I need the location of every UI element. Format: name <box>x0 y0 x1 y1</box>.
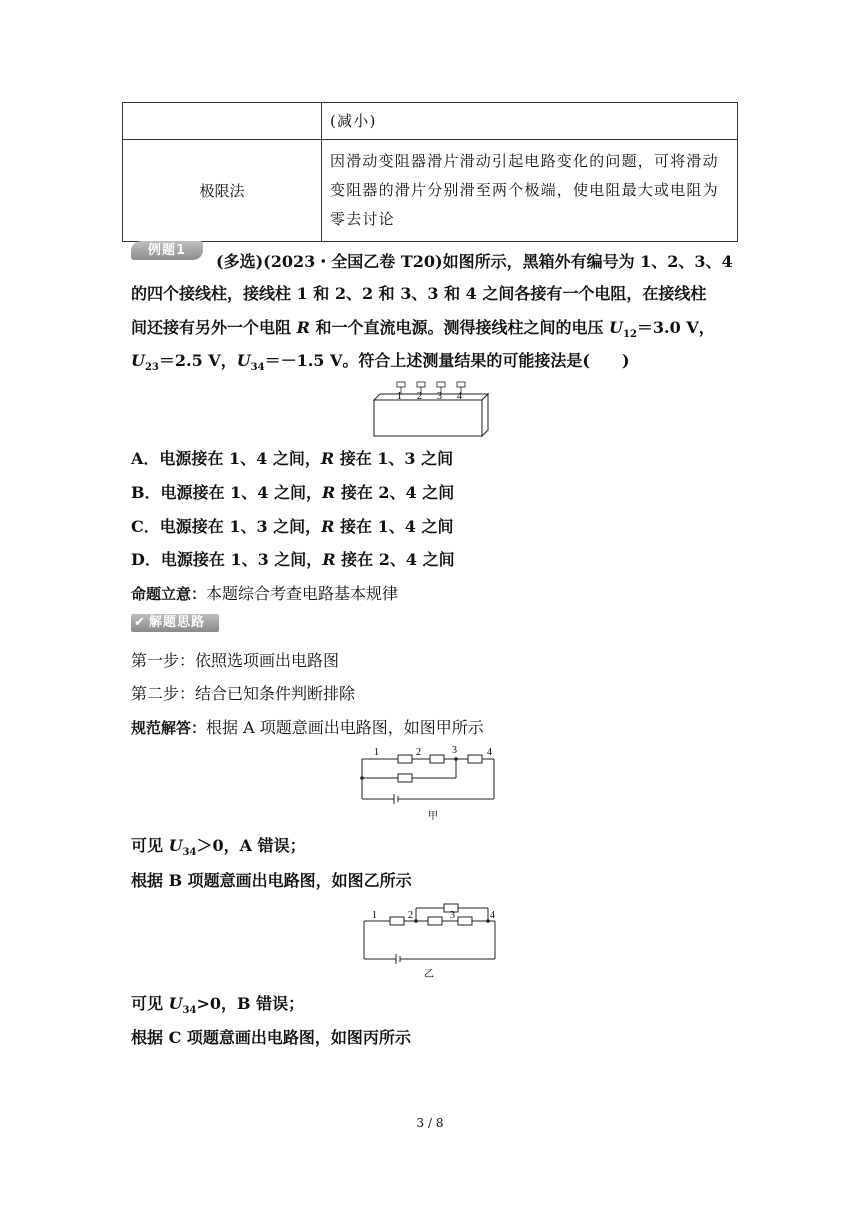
example-text-3a: 间还接有另外一个电阻 <box>131 318 297 337</box>
option-letter: B． <box>131 483 161 502</box>
fig-b-label-3: 3 <box>450 910 455 921</box>
option-b-analysis: 根据 B 项题意画出电路图，如图乙所示 <box>131 871 412 890</box>
conclusion-a <box>131 833 306 858</box>
example-line-1 <box>216 249 733 272</box>
answer-line <box>131 715 484 738</box>
voltage-symbol: U <box>168 994 183 1013</box>
example-text-1: 如图所示，黑箱外有编号为 1、2、3、4 <box>442 252 733 271</box>
voltage-sub-23: 23 <box>144 362 159 374</box>
option-text: 电源接在 1、3 之间， <box>160 550 323 569</box>
option-letter: C． <box>131 517 160 536</box>
fig-b-label-1: 1 <box>372 910 377 921</box>
voltage-symbol: U <box>609 318 623 337</box>
voltage-sub-34: 34 <box>250 362 265 374</box>
option-letter: D． <box>131 550 161 569</box>
fig-a-label-2: 2 <box>416 747 421 758</box>
option-text: 接在 1、4 之间 <box>334 517 454 536</box>
answer-label: 规范解答： <box>131 719 207 737</box>
option-d <box>131 547 455 570</box>
fig-b-label-2: 2 <box>408 910 413 921</box>
terminal-label-1: 1 <box>397 391 402 402</box>
option-text: 接在 2、4 之间 <box>335 483 455 502</box>
conclusion-b-post: >0，B 错误； <box>196 994 305 1013</box>
fig-a-label-1: 1 <box>374 747 379 758</box>
example-text-3b: 和一个直流电源。测得接线柱之间的电压 <box>309 318 610 337</box>
voltage-sub-34: 34 <box>182 847 197 859</box>
option-text: 电源接在 1、4 之间， <box>159 449 321 468</box>
example-line-4 <box>131 348 630 373</box>
voltage-sub-34: 34 <box>182 1005 197 1017</box>
answer-text: 根据 A 项题意画出电路图，如图甲所示 <box>206 718 484 737</box>
fig-b-caption: 乙 <box>424 969 434 979</box>
voltage-symbol: U <box>131 351 145 370</box>
solution-step-1: 第一步：依照选项画出电路图 <box>131 651 340 670</box>
conclusion-a-pre: 可见 <box>131 836 169 855</box>
option-text: 电源接在 1、4 之间， <box>160 483 322 502</box>
solution-badge-label: 解题思路 <box>149 615 206 630</box>
voltage-value-23: ＝2.5 V， <box>158 351 237 370</box>
table-cell-limit-desc: 因滑动变阻器滑片滑动引起电路变化的问题，可将滑动变阻器的滑片分别滑至两个极端，使电阻最大或电阻为零去讨论 <box>322 140 738 242</box>
circuit-figure-a <box>356 744 502 822</box>
table-cell-empty <box>123 103 322 140</box>
option-r: R <box>321 483 336 502</box>
conclusion-b-pre: 可见 <box>131 994 169 1013</box>
table-cell-decrease: (减小) <box>322 103 738 140</box>
fig-b-label-4: 4 <box>490 910 495 921</box>
voltage-sub-12: 12 <box>622 329 637 341</box>
option-b <box>131 480 454 503</box>
voltage-value-34: ＝－1.5 V。符合上述测量结果的可能接法是( ) <box>264 351 630 370</box>
fig-a-caption: 甲 <box>428 811 438 822</box>
black-box-figure <box>370 378 492 438</box>
voltage-value-12: ＝3.0 V， <box>636 318 715 337</box>
example-source: (多选)(2023・全国乙卷 T20) <box>216 252 443 271</box>
checkmark-icon: ✔ <box>134 615 146 630</box>
terminal-label-3: 3 <box>437 391 442 402</box>
option-text: 电源接在 1、3 之间， <box>159 517 322 536</box>
terminal-label-4: 4 <box>457 391 462 402</box>
table-cell-limit-method: 极限法 <box>123 140 322 242</box>
voltage-symbol: U <box>236 351 251 370</box>
option-text: 接在 2、4 之间 <box>335 550 455 569</box>
option-c <box>131 514 453 537</box>
option-r: R <box>320 449 335 468</box>
circuit-figure-b <box>358 897 504 979</box>
option-r: R <box>321 517 335 536</box>
option-r: R <box>322 550 336 569</box>
intent-line <box>131 581 398 604</box>
option-a <box>131 446 453 469</box>
solution-badge <box>131 614 219 632</box>
example-badge: 例题1 <box>131 241 203 260</box>
option-letter: A． <box>131 449 160 468</box>
page-number: 3 / 8 <box>416 1116 444 1130</box>
example-line-2: 的四个接线柱，接线柱 1 和 2、2 和 3、3 和 4 之间各接有一个电阻，在接线柱 <box>131 284 707 303</box>
fig-a-label-3: 3 <box>452 745 457 756</box>
option-text: 接在 1、3 之间 <box>334 449 454 468</box>
resistor-symbol: R <box>296 318 310 337</box>
intent-label: 命题立意： <box>131 585 207 603</box>
example-line-3 <box>131 315 715 340</box>
intent-text: 本题综合考查电路基本规律 <box>206 584 399 603</box>
option-c-analysis: 根据 C 项题意画出电路图，如图丙所示 <box>131 1028 411 1047</box>
solution-step-2: 第二步：结合已知条件判断排除 <box>131 684 356 703</box>
terminal-label-2: 2 <box>417 391 422 402</box>
voltage-symbol: U <box>168 836 183 855</box>
conclusion-a-post: ＞0，A 错误； <box>196 836 306 855</box>
method-table <box>122 102 738 242</box>
conclusion-b <box>131 991 304 1016</box>
fig-a-label-4: 4 <box>487 747 492 758</box>
